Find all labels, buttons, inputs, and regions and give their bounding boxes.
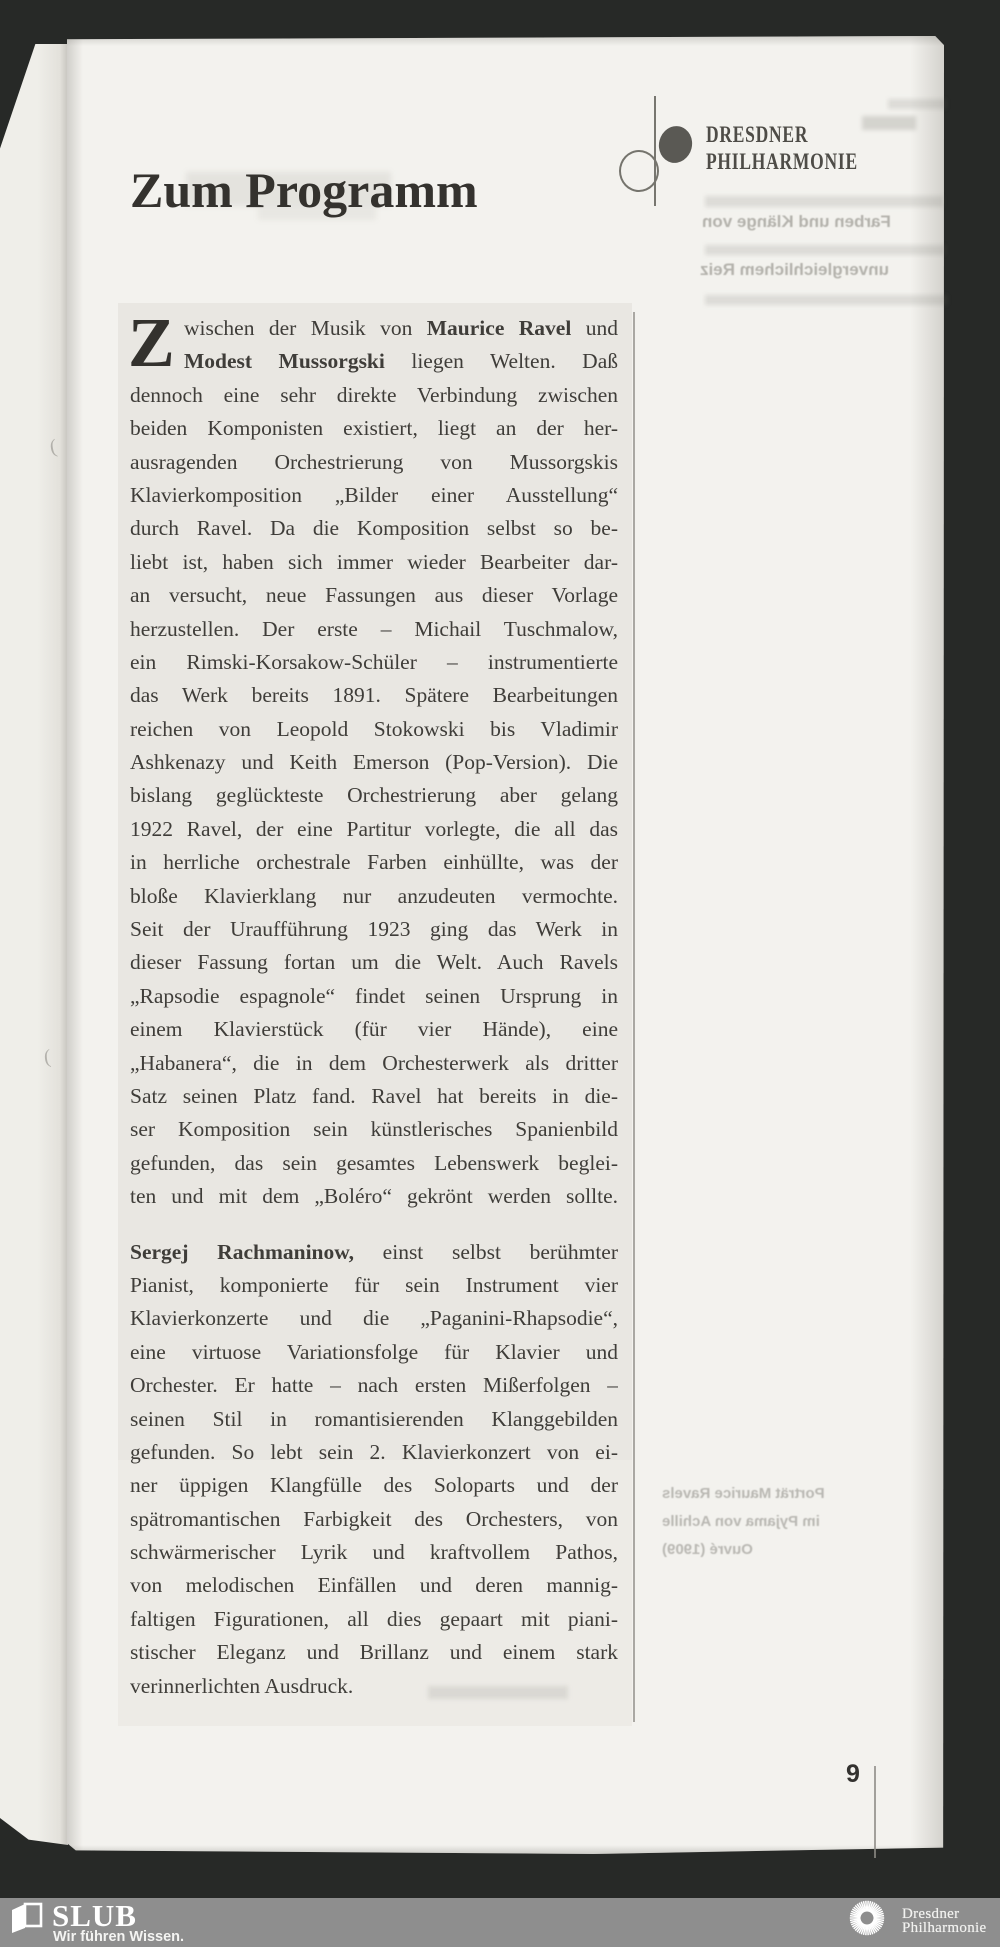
- philharmonie-wordmark-line1: DRESDNER: [706, 122, 809, 147]
- page-number: 9: [846, 1760, 860, 1788]
- text-line: einem Klavierstück (für vier Hände), eine: [130, 1017, 618, 1042]
- drop-cap: Z: [128, 305, 175, 382]
- text-line: spätromantischen Farbigkeit des Orchesters, von: [130, 1506, 618, 1531]
- text-line: seinen Stil in romantisierenden Klanggebilden: [130, 1406, 618, 1431]
- text-line: ser Komposition sein künstlerisches Spanienbild: [130, 1117, 618, 1142]
- text-line: bloße Klavierklang nur anzudeuten vermochte.: [130, 883, 618, 908]
- bleedthrough-smear: [428, 1686, 568, 1699]
- philharmonie-wordmark: [706, 121, 858, 175]
- text-line: von melodischen Einfällen und deren mannig-: [130, 1573, 618, 1598]
- text-line: dennoch eine sehr direkte Verbindung zwischen: [130, 382, 618, 407]
- bleedthrough-smear: [705, 245, 945, 255]
- bleedthrough-smear: [862, 116, 916, 130]
- slub-wordmark: SLUB: [52, 1898, 137, 1933]
- slub-book-icon: [10, 1901, 46, 1935]
- text-line: Klavierkonzerte und die „Paganini-Rhapsodie“,: [130, 1306, 618, 1331]
- philharmonie-wordmark-line2: PHILHARMONIE: [706, 149, 858, 174]
- text-line: Pianist, komponierte für sein Instrument vier: [130, 1272, 618, 1297]
- text-line: das Werk bereits 1891. Spätere Bearbeitungen: [130, 683, 618, 708]
- text-line: reichen von Leopold Stokowski bis Vladimir: [130, 716, 618, 741]
- text-line: Klavierkomposition „Bilder einer Ausstellung“: [130, 482, 618, 507]
- text-line: ausragenden Orchestrierung von Mussorgskis: [130, 449, 618, 474]
- scan-artifact: (: [42, 1045, 52, 1069]
- article-text: [128, 305, 618, 1725]
- underlying-page-edge: [0, 44, 68, 1845]
- page-edge-shadow-right: [910, 36, 944, 1854]
- text-line: 1922 Ravel, der eine Partitur vorlegte, die all das: [130, 816, 618, 841]
- page-number-rule: [874, 1766, 876, 1858]
- text-line: ten und mit dem „Boléro“ gekrönt werden sollte.: [130, 1184, 618, 1209]
- bleedthrough-smear: [705, 196, 943, 207]
- bleedthrough-caption-line1: Porträt Maurice Ravels: [662, 1485, 825, 1502]
- text-line: gefunden. So lebt sein 2. Klavierkonzert von ei-: [130, 1439, 618, 1464]
- text-line: ein Rimski-Korsakow-Schüler – instrumentierte: [130, 649, 618, 674]
- text-line: herzustellen. Der erste – Michail Tuschmalow,: [130, 616, 618, 641]
- paragraph-2: [130, 1236, 618, 1703]
- bleedthrough-caption-line3: Ouvré (1909): [662, 1541, 753, 1558]
- text-line: Orchester. Er hatte – nach ersten Mißerfolgen –: [130, 1373, 618, 1398]
- orchestra-name-line1: Dresdner: [902, 1906, 960, 1922]
- text-line: durch Ravel. Da die Komposition selbst so be-: [130, 516, 618, 541]
- bleedthrough-smear: [705, 295, 947, 305]
- text-line: Sergej Rachmaninow, einst selbst berühmter: [130, 1239, 618, 1264]
- bleedthrough-text: unvergleichlichem Reiz: [700, 260, 889, 279]
- text-line: Ashkenazy und Keith Emerson (Pop-Version). Die: [130, 750, 618, 775]
- text-line: Satz seinen Platz fand. Ravel hat bereits in die-: [130, 1083, 618, 1108]
- text-line: Seit der Uraufführung 1923 ging das Werk in: [130, 917, 618, 942]
- bleedthrough-smear: [888, 99, 946, 109]
- text-line: dieser Fassung fortan um die Welt. Auch Ravels: [130, 950, 618, 975]
- page-fold-shadow: [67, 36, 83, 1854]
- philharmonie-sunburst-icon: [848, 1899, 886, 1937]
- paragraph-1: [128, 305, 618, 1214]
- text-line: an versucht, neue Fassungen aus dieser Vorlage: [130, 583, 618, 608]
- bleedthrough-text: Farben und Klänge von: [702, 212, 891, 231]
- text-line: verinnerlichten Ausdruck.: [130, 1673, 354, 1698]
- text-line: gefunden, das sein gesamtes Lebenswerk beglei-: [130, 1150, 618, 1175]
- text-line: bislang geglückteste Orchestrierung aber gelang: [130, 783, 618, 808]
- slub-tagline: Wir führen Wissen.: [53, 1929, 185, 1945]
- text-line: eine virtuose Variationsfolge für Klavier und: [130, 1339, 618, 1364]
- text-line: in herrliche orchestrale Farben einhüllte, was der: [130, 850, 618, 875]
- page-edge-shadow-bottom: [67, 1845, 944, 1854]
- text-line: beiden Komponisten existiert, liegt an der her-: [130, 416, 618, 441]
- text-line: faltigen Figurationen, all dies gepaart mit piani-: [130, 1606, 618, 1631]
- page-title: Zum Programm: [130, 162, 478, 218]
- text-line: Modest Mussorgski liegen Welten. Daß: [184, 349, 618, 374]
- text-line: „Habanera“, die in dem Orchesterwerk als dritter: [130, 1050, 618, 1075]
- text-line: ner üppigen Klangfülle des Soloparts und der: [130, 1473, 618, 1498]
- page-edge-shadow-top: [67, 36, 944, 46]
- text-line: liebt ist, haben sich immer wieder Bearbeiter dar-: [130, 549, 618, 574]
- scan-artifact: (: [48, 435, 59, 459]
- orchestra-name: [902, 1908, 986, 1935]
- column-rule: [633, 312, 635, 1722]
- text-line: stischer Eleganz und Brillanz und einem stark: [130, 1640, 618, 1665]
- text-line: wischen der Musik von Maurice Ravel und: [184, 316, 618, 340]
- bleedthrough-caption-line2: im Pyjama von Achille: [662, 1513, 820, 1530]
- text-line: „Rapsodie espagnole“ findet seinen Ursprung in: [130, 983, 618, 1008]
- text-line: schwärmerischer Lyrik und kraftvollem Pathos,: [130, 1540, 618, 1565]
- orchestra-name-line2: Philharmonie: [902, 1919, 987, 1936]
